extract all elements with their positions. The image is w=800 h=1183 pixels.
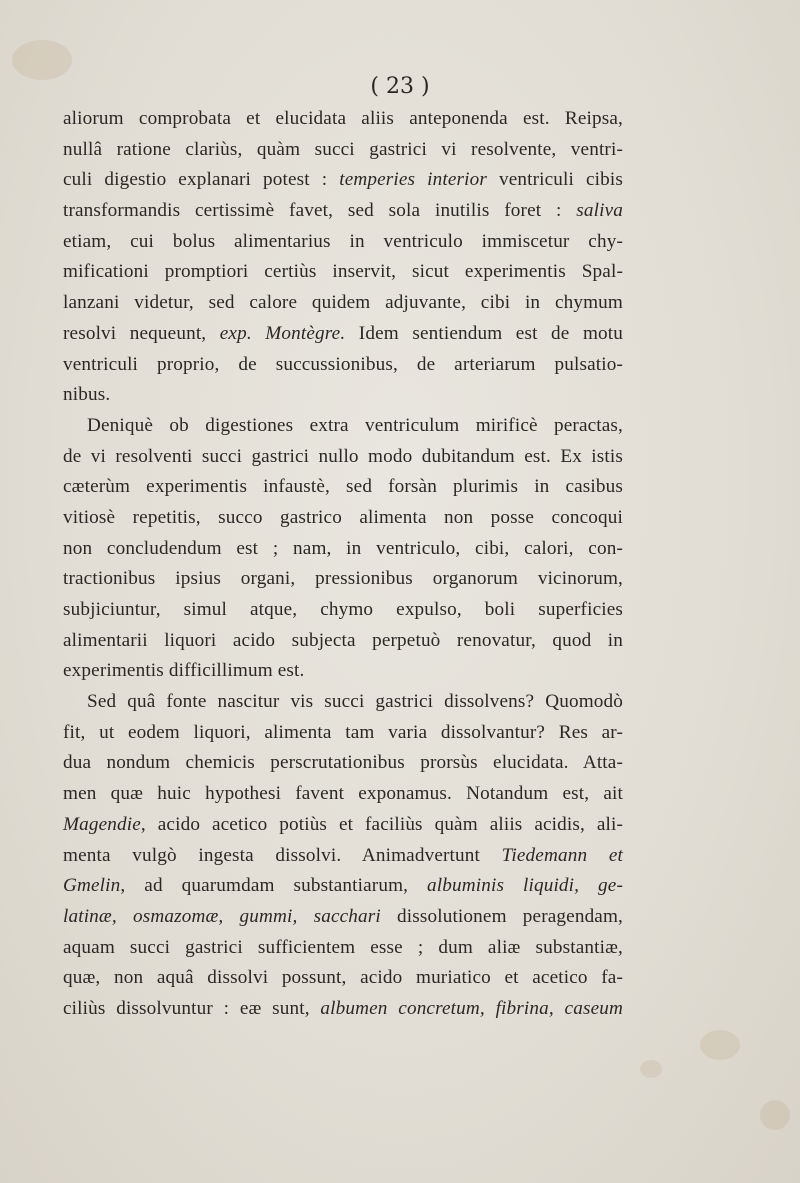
- text-line: [63, 442, 623, 473]
- text-line: [63, 319, 623, 350]
- text-run: culi digestio explanari potest :: [63, 169, 340, 191]
- text-run: ciliùs dissolvuntur : eæ sunt,: [63, 997, 321, 1019]
- text-line: [63, 472, 623, 503]
- text-line: [63, 933, 623, 964]
- text-line: [63, 534, 623, 565]
- text-run: non concludendum est ; nam, in ventriculo, cibi, calori, con-: [63, 537, 623, 559]
- italic-text: Tiedemann et: [501, 844, 623, 866]
- text-run: fit, ut eodem liquori, alimenta tam varia dissolvantur? Res ar-: [63, 721, 623, 743]
- text-run: dissolutionem peragendam,: [380, 905, 623, 927]
- text-line: [63, 656, 623, 687]
- text-run: aquam succi gastrici sufficientem esse ; dum aliæ substantiæ,: [63, 936, 623, 958]
- text-run: men quæ huic hypothesi favent exponamus. Notandum est, ait: [63, 783, 623, 805]
- text-line: [63, 503, 623, 534]
- text-run: Deniquè ob digestiones extra ventriculum mirificè peractas,: [87, 414, 623, 436]
- text-run: resolvi nequeunt,: [63, 322, 220, 344]
- text-run: nibus.: [63, 384, 111, 406]
- text-run: experimentis difficillimum est.: [63, 660, 305, 682]
- text-line: [63, 902, 623, 933]
- body-text: [63, 104, 623, 1025]
- text-run: , acido acetico potiùs et faciliùs quàm aliis acidis, ali-: [140, 813, 623, 835]
- text-line: [63, 595, 623, 626]
- text-run: mificationi promptiori certiùs inservit, sicut experimentis Spal-: [63, 261, 623, 283]
- text-line: [63, 227, 623, 258]
- text-run: ventriculi cibis: [486, 169, 623, 191]
- text-line: [63, 411, 623, 442]
- text-line: [63, 104, 623, 135]
- foxing-spot: [760, 1100, 790, 1130]
- text-line: [63, 994, 623, 1025]
- text-run: vitiosè repetitis, succo gastrico alimenta non posse concoqui: [63, 506, 623, 528]
- text-run: Sed quâ fonte nascitur vis succi gastrici dissolvens? Quomodò: [87, 691, 623, 713]
- text-line: [63, 841, 623, 872]
- text-run: , ad quarumdam substantiarum,: [120, 875, 428, 897]
- text-line: [63, 963, 623, 994]
- italic-text: Gmelin: [63, 875, 121, 897]
- italic-text: latinæ, osmazomæ, gummi, sacchari: [63, 905, 381, 927]
- text-line: [63, 564, 623, 595]
- text-run: etiam, cui bolus alimentarius in ventriculo immiscetur chy-: [63, 230, 623, 252]
- text-line: [63, 810, 623, 841]
- text-line: [63, 626, 623, 657]
- foxing-spot: [640, 1060, 662, 1078]
- text-run: nullâ ratione clariùs, quàm succi gastrici vi resolvente, ventri-: [63, 138, 623, 160]
- text-run: de vi resolventi succi gastrici nullo modo dubitandum est. Ex istis: [63, 445, 623, 467]
- text-run: alimentarii liquori acido subjecta perpetuò renovatur, quod in: [63, 629, 623, 651]
- text-run: cæterùm experimentis infaustè, sed forsàn plurimis in casibus: [63, 476, 623, 498]
- italic-text: saliva: [576, 200, 623, 222]
- text-run: menta vulgò ingesta dissolvi. Animadvertunt: [63, 844, 502, 866]
- italic-text: albuminis liquidi, ge-: [427, 875, 623, 897]
- italic-text: exp. Montègre.: [219, 322, 346, 344]
- page-number: ( 23 ): [370, 74, 430, 99]
- text-line: [63, 165, 623, 196]
- text-line: [63, 779, 623, 810]
- text-run: Idem sentiendum est de motu: [345, 322, 624, 344]
- text-line: [63, 687, 623, 718]
- text-line: [63, 871, 623, 902]
- text-run: lanzani videtur, sed calore quidem adjuvante, cibi in chymum: [63, 292, 623, 314]
- text-line: [63, 196, 623, 227]
- text-line: [63, 350, 623, 381]
- text-line: [63, 288, 623, 319]
- italic-text: temperies interior: [339, 169, 487, 191]
- text-run: ventriculi proprio, de succussionibus, de arteriarum pulsatio-: [63, 353, 623, 375]
- italic-text: Magendie: [63, 813, 141, 835]
- text-line: [63, 257, 623, 288]
- text-run: tractionibus ipsius organi, pressionibus organorum vicinorum,: [63, 568, 623, 590]
- text-line: [63, 380, 623, 411]
- text-line: [63, 748, 623, 779]
- text-run: dua nondum chemicis perscrutationibus prorsùs elucidata. Atta-: [63, 752, 623, 774]
- text-line: [63, 135, 623, 166]
- text-run: subjiciuntur, simul atque, chymo expulso, boli superficies: [63, 599, 623, 620]
- italic-text: albumen concretum, fibrina, caseum: [320, 997, 623, 1019]
- text-run: transformandis certissimè favet, sed sola inutilis foret :: [63, 200, 577, 222]
- text-line: [63, 718, 623, 749]
- foxing-spot: [700, 1030, 740, 1060]
- text-run: quæ, non aquâ dissolvi possunt, acido muriatico et acetico fa-: [63, 967, 623, 989]
- text-run: aliorum comprobata et elucidata aliis anteponenda est. Reipsa,: [63, 108, 623, 129]
